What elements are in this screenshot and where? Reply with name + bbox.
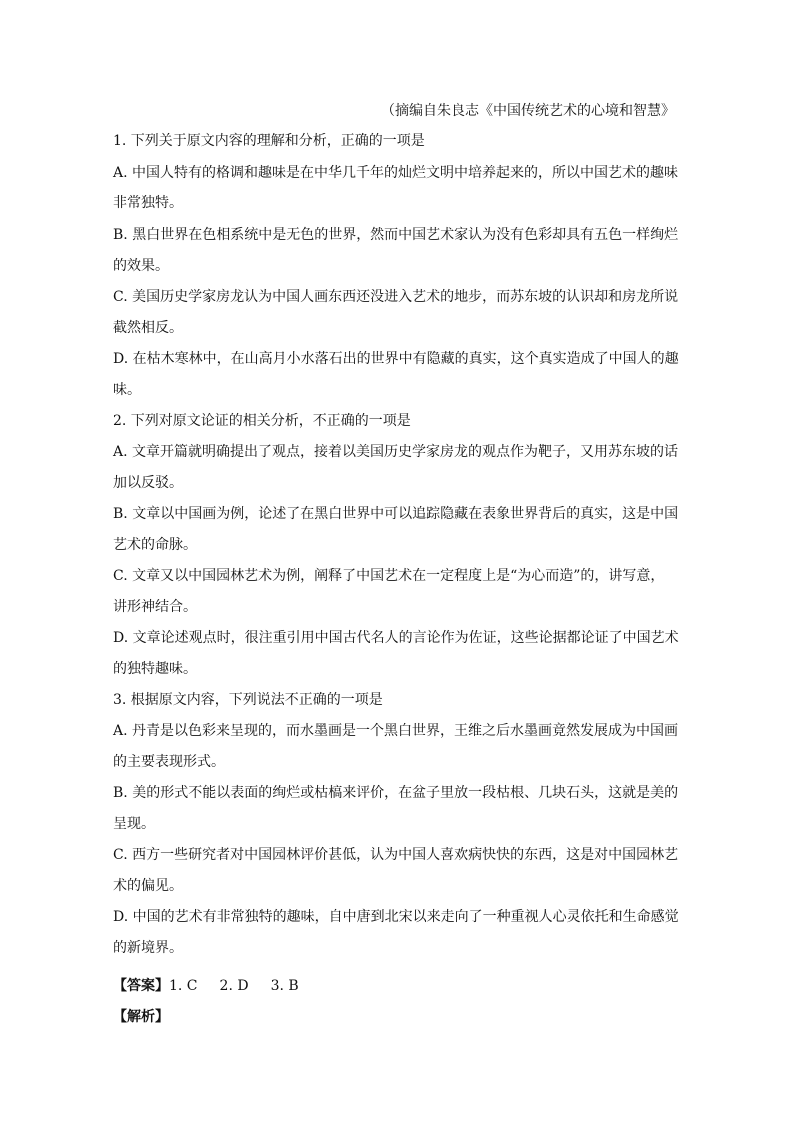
answer-line: [113, 976, 299, 996]
question-1-option-b: B. 黑白世界在色相系统中是无色的世界，然而中国艺术家认为没有色彩却具有五色一样绚烂: [113, 227, 679, 243]
question-2-option-c: C. 文章又以中国园林艺术为例，阐释了中国艺术在一定程度上是“为心而造”的，讲写意，: [113, 568, 665, 584]
question-3-option-b-cont: 呈现。: [113, 816, 155, 832]
question-2-option-a: A. 文章开篇就明确提出了观点，接着以美国历史学家房龙的观点作为靶子，又用苏东坡的话: [113, 444, 679, 460]
answer-item: 1. C: [169, 978, 198, 994]
question-1-option-c-cont: 截然相反。: [113, 320, 183, 336]
answer-item: 2. D: [219, 978, 249, 994]
question-1-stem: 1. 下列关于原文内容的理解和分析，正确的一项是: [113, 133, 425, 149]
answer-label: 【答案】: [113, 978, 169, 994]
question-2-option-d-cont: 的独特趣味。: [113, 661, 197, 677]
question-1-option-d-cont: 味。: [113, 382, 141, 398]
source-citation: （摘编自朱良志《中国传统艺术的心境和智慧》: [381, 103, 675, 119]
question-2-option-a-cont: 加以反驳。: [113, 475, 183, 491]
question-2-option-b-cont: 艺术的命脉。: [113, 537, 197, 553]
question-3-option-d: D. 中国的艺术有非常独特的趣味，自中唐到北宋以来走向了一种重视人心灵依托和生命感觉: [113, 909, 679, 925]
answer-item: 3. B: [270, 978, 299, 994]
question-3-option-d-cont: 的新境界。: [113, 940, 183, 956]
question-3-option-c-cont: 术的偏见。: [113, 878, 183, 894]
analysis-label: 【解析】: [113, 1009, 169, 1025]
question-2-option-d: D. 文章论述观点时，很注重引用中国古代名人的言论作为佐证，这些论据都论证了中国艺术: [113, 630, 679, 646]
question-3-option-b: B. 美的形式不能以表面的绚烂或枯槁来评价，在盆子里放一段枯根、几块石头，这就是美的: [113, 785, 679, 801]
question-3-stem: 3. 根据原文内容，下列说法不正确的一项是: [113, 692, 383, 708]
question-2-option-b: B. 文章以中国画为例，论述了在黑白世界中可以追踪隐藏在表象世界背后的真实，这是中国: [113, 506, 679, 522]
question-3-option-a-cont: 的主要表现形式。: [113, 754, 225, 770]
question-1-option-d: D. 在枯木寒林中，在山高月小水落石出的世界中有隐藏的真实，这个真实造成了中国人的趣: [113, 351, 679, 367]
question-2-stem: 2. 下列对原文论证的相关分析，不正确的一项是: [113, 413, 411, 429]
question-2-option-c-cont: 讲形神结合。: [113, 599, 197, 615]
question-1-option-a-cont: 非常独特。: [113, 195, 183, 211]
question-3-option-c: C. 西方一些研究者对中国园林评价甚低，认为中国人喜欢病快快的东西，这是对中国园林艺: [113, 847, 679, 863]
question-3-option-a: A. 丹青是以色彩来呈现的，而水墨画是一个黑白世界，王维之后水墨画竟然发展成为中国画: [113, 723, 679, 739]
question-1-option-b-cont: 的效果。: [113, 258, 169, 274]
question-1-option-c: C. 美国历史学家房龙认为中国人画东西还没进入艺术的地步，而苏东坡的认识却和房龙所说: [113, 289, 679, 305]
question-1-option-a: A. 中国人特有的格调和趣味是在中华几千年的灿烂文明中培养起来的，所以中国艺术的趣味: [113, 165, 679, 181]
